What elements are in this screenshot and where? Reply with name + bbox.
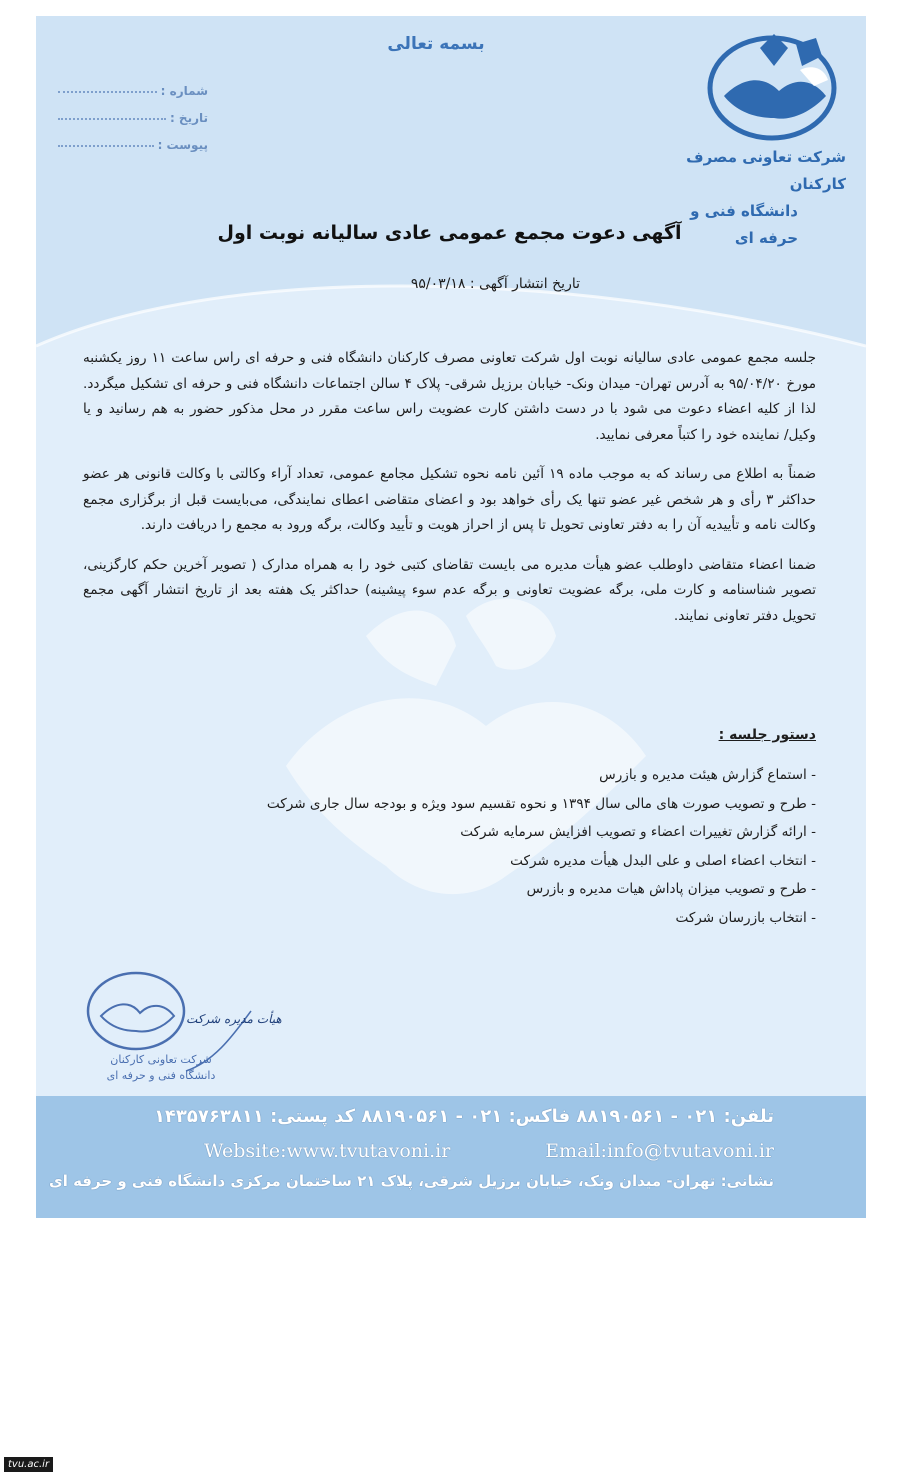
- agenda-item: - انتخاب اعضاء اصلی و علی البدل هیأت مدیره شرکت: [510, 852, 816, 869]
- number-field: شماره :: [58, 71, 208, 98]
- company-name: شرکت تعاونی مصرف کارکنان دانشگاه فنی و حرفه ای: [686, 148, 846, 247]
- stamp-line: شرکت تعاونی کارکنان: [110, 1053, 212, 1066]
- basmala-heading: بسمه تعالی: [387, 34, 485, 54]
- notice-content: [83, 218, 816, 926]
- web-contacts: [204, 1140, 774, 1162]
- agenda-item: - ارائه گزارش تغییرات اعضاء و تصویب افزایش سرمایه شرکت: [460, 824, 816, 840]
- email-link[interactable]: Email:info@tvutavoni.ir: [545, 1140, 774, 1162]
- company-stamp-icon: [66, 951, 266, 1101]
- notice-body: [83, 346, 816, 643]
- notice-title: آگهی دعوت مجمع عمومی عادی سالیانه نوبت اول: [217, 222, 682, 244]
- publication-date: تاریخ انتشار آگهی : ۹۵/۰۳/۱۸: [410, 276, 580, 292]
- website-link[interactable]: Website:www.tvutavoni.ir: [204, 1140, 451, 1162]
- agenda: [83, 727, 816, 932]
- cooperative-logo-icon: [704, 26, 849, 141]
- agenda-item: - استماع گزارش هیئت مدیره و بازرس: [599, 767, 816, 783]
- agenda-item: - طرح و تصویب صورت های مالی سال ۱۳۹۴ و نحوه تقسیم سود ویژه و بودجه سال جاری شرکت: [266, 795, 816, 812]
- source-stamp: tvu.ac.ir: [4, 1457, 53, 1472]
- paragraph-meeting: جلسه مجمع عمومی عادی سالیانه نوبت اول شرکت تعاونی مصرف کارکنان دانشگاه فنی و حرفه ای راس ساعت ۱۱ روز یکشنبه مورخ ۹۵/۰۴/۲۰ به آدرس تهران- میدان ونک- خیابان برزیل شرقی- پلاک ۴ سالن اجتماعات دانشگاه فنی و حرفه ای تشکیل میگردد. لذا از کلیه اعضاء دعوت می شود با در دست داشتن کارت عضویت راس ساعت مقرر در محل مذکور حضور به هم رسانید و یا وکیل/ نماینده خود را کتباً معرفی نمایید.: [83, 350, 816, 443]
- agenda-title: دستور جلسه :: [718, 727, 816, 743]
- attachment-field: پیوست :: [58, 125, 208, 152]
- signature-text: هیأت مدیره شرکت: [186, 1012, 282, 1026]
- agenda-item: - انتخاب بازرسان شرکت: [675, 909, 816, 926]
- contact-line: تلفن: ۰۲۱ - ۸۸۱۹۰۵۶۱ فاکس: ۰۲۱ - ۸۸۱۹۰۵۶۱ کد پستی: ۱۴۳۵۷۶۳۸۱۱: [153, 1106, 774, 1127]
- agenda-item: - طرح و تصویب میزان پاداش هیات مدیره و بازرس: [526, 881, 816, 897]
- address-line: نشانی: تهران- میدان ونک، خیابان برزیل شرقی، پلاک ۲۱ ساختمان مرکزی دانشگاه فنی و حرفه ای: [48, 1172, 774, 1190]
- reference-fields: [58, 71, 208, 152]
- date-field: تاریخ :: [58, 98, 208, 125]
- paragraph-candidates: ضمنا اعضاء متقاضی داوطلب عضو هیأت مدیره می بایست تقاضای کتبی خود را به همراه مدارک ( تصویر آخرین حکم کارگزینی، تصویر شناسنامه و کارت ملی، برگه عضویت تعاونی و برگه عدم سوء پیشینه) حداکثر یک هفته بعد از تاریخ انتشار آگهی مجمع تحویل دفتر تعاونی نمایند.: [83, 556, 816, 624]
- letterhead-sheet: [36, 16, 866, 1218]
- footer-band: [36, 1096, 866, 1218]
- agenda-list: [83, 761, 816, 932]
- stamp-line: دانشگاه فنی و حرفه ای: [106, 1069, 216, 1082]
- paragraph-proxy: ضمناً به اطلاع می رساند که به موجب ماده ۱۹ آئین نامه نحوه تشکیل مجامع عمومی، تعداد آراء وکالتی با وکالت قانونی هر عضو حداکثر ۳ رأی و هر شخص غیر عضو تنها یک رأی خواهد بود و اعضای متقاضی اعطای نمایندگی، می‌بایست قبل از برگزاری مجمع وکالت نامه و تأییدیه آن را به دفتر تعاونی تحویل تا پس از احراز هویت و تأیید وکالت، برگه ورود به مجمع را دریافت دارند.: [83, 466, 816, 533]
